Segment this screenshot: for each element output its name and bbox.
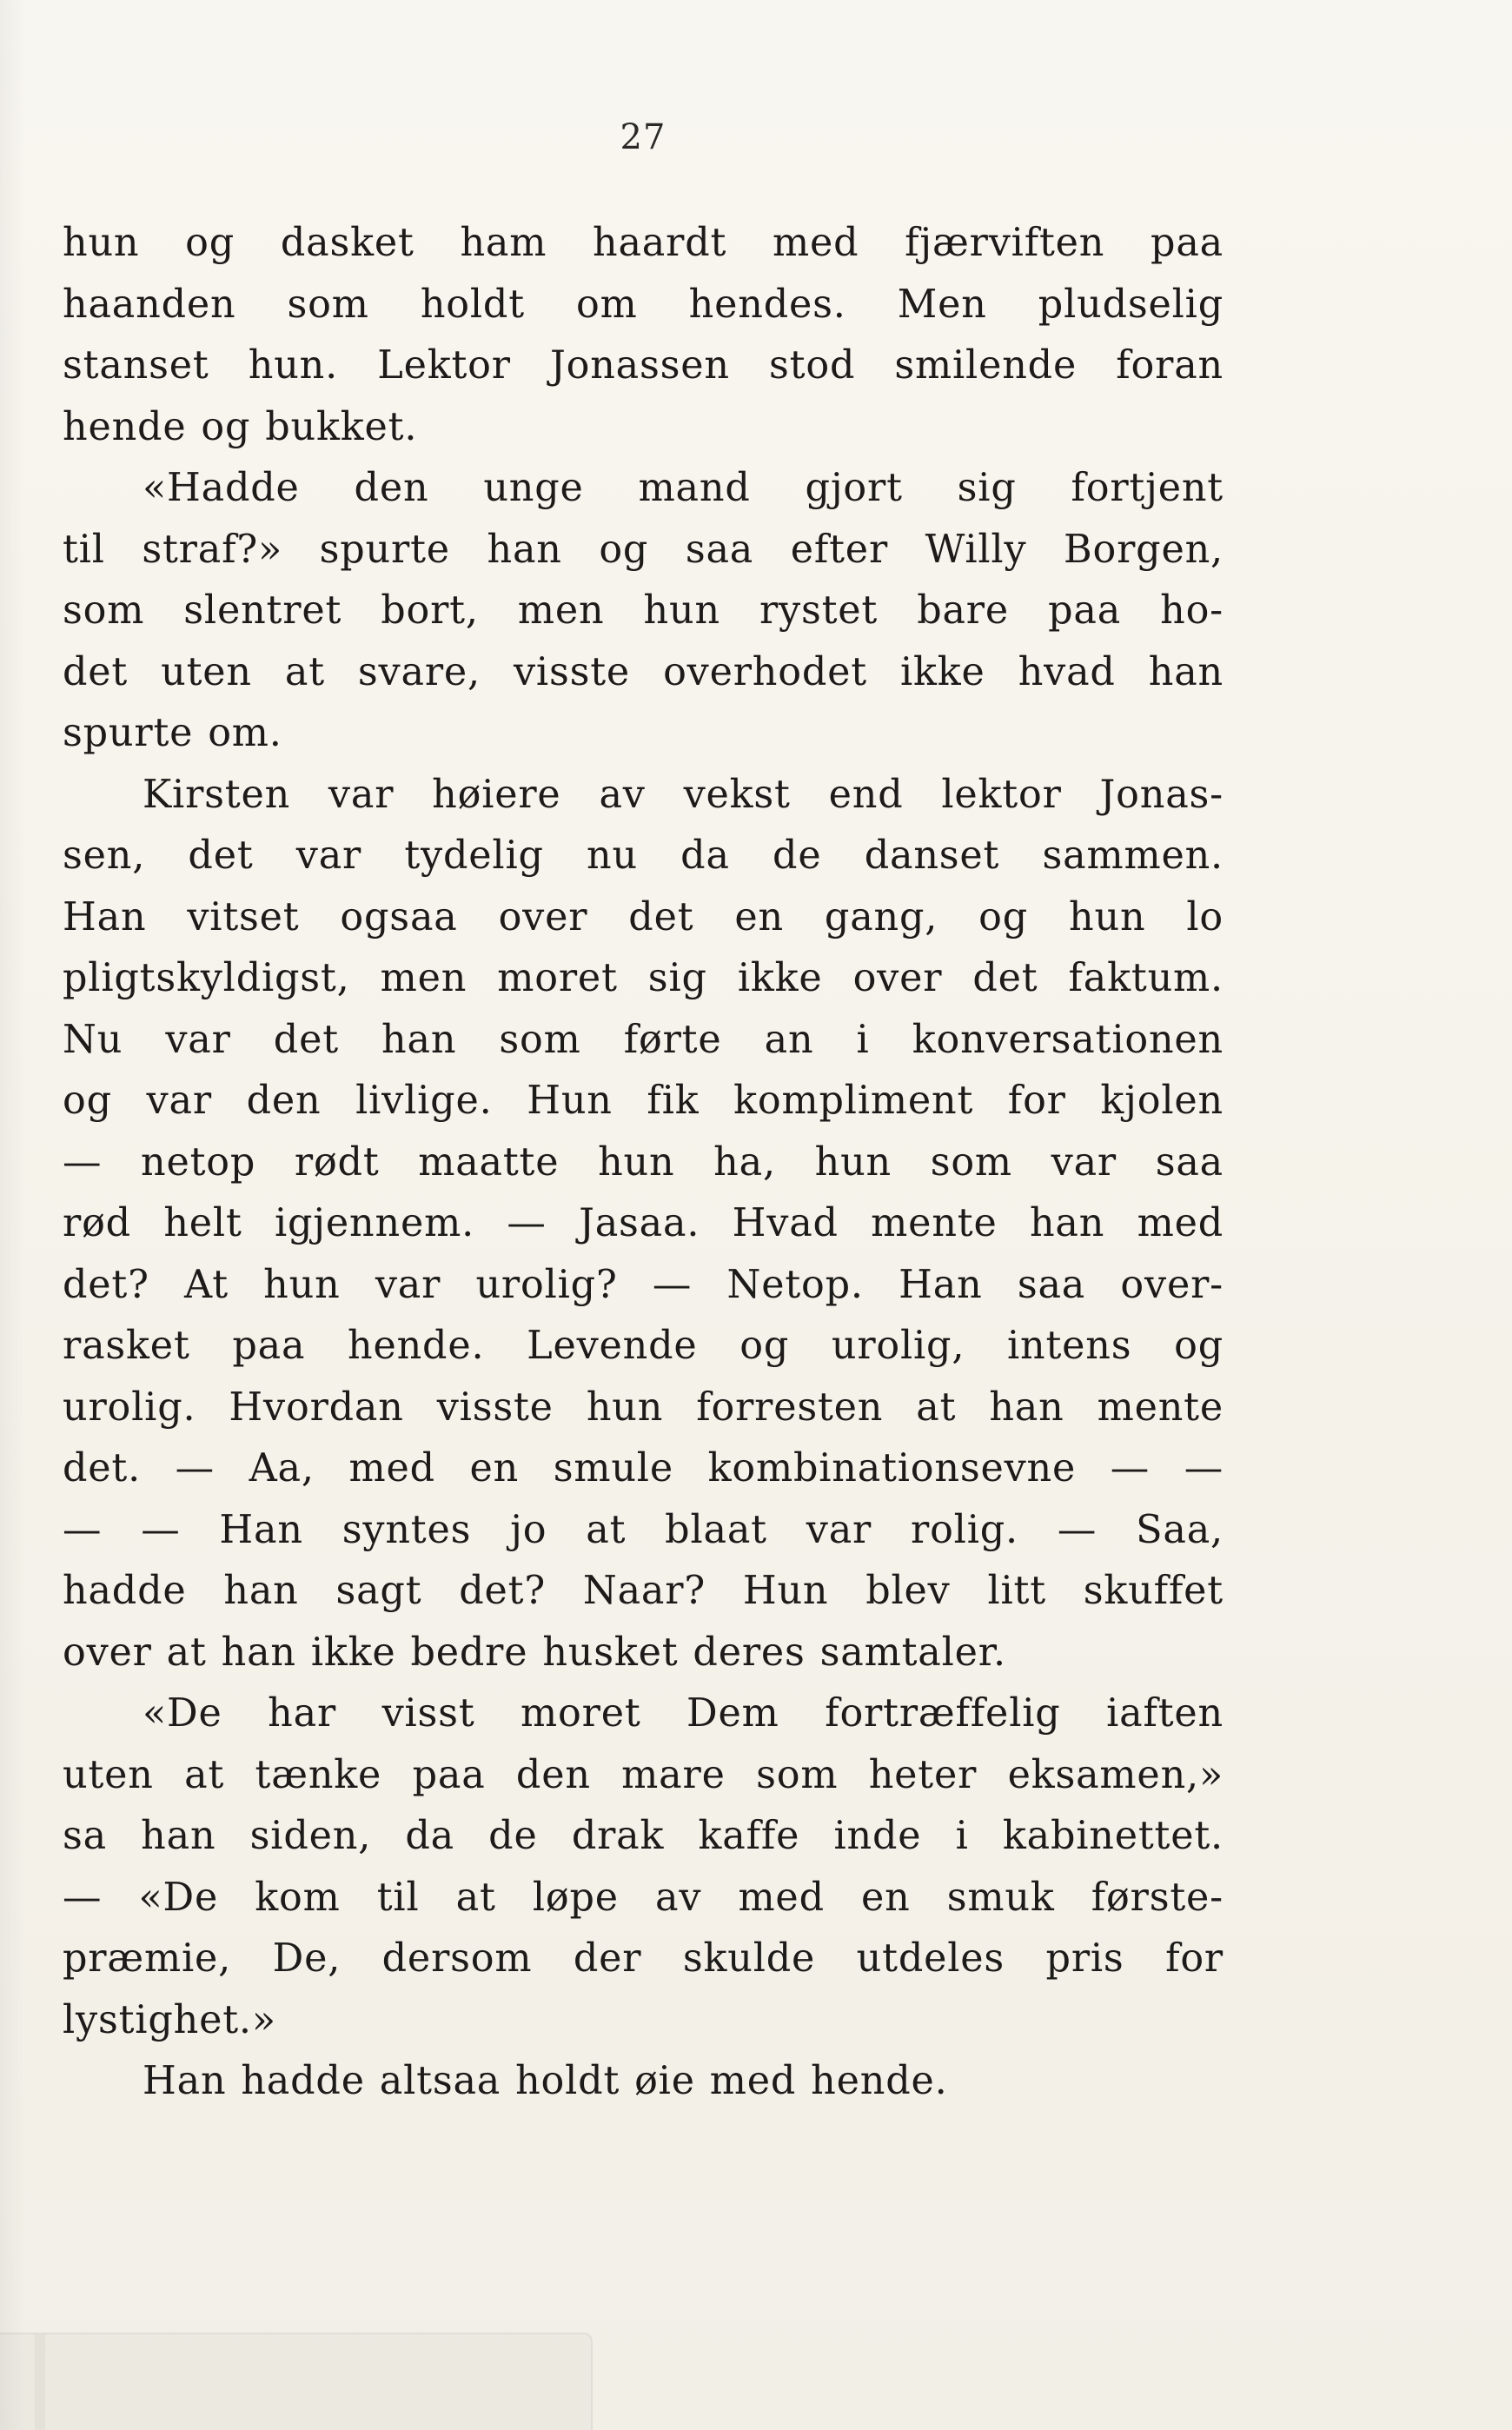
text-line: over at han ikke bedre husket deres samtaler. <box>63 1630 1006 1675</box>
text-line: rød helt igjennem. — Jasaa. Hvad mente han med <box>63 1201 1224 1245</box>
text-line: sen, det var tydelig nu da de danset sammen. <box>63 833 1224 878</box>
text-line: — netop rødt maatte hun ha, hun som var saa <box>63 1139 1224 1185</box>
scan-shadow-inner <box>35 2334 45 2430</box>
text-line: urolig. Hvordan visste hun forresten at han mente <box>63 1384 1224 1430</box>
text-line: spurte om. <box>63 711 282 755</box>
text-line: hende og bukket. <box>63 404 418 449</box>
text-line: «De har visst moret Dem fortræffelig iaften <box>143 1691 1224 1736</box>
text-line: — «De kom til at løpe av med en smuk første- <box>63 1875 1224 1920</box>
text-line: det uten at svare, visste overhodet ikke hvad han <box>63 649 1224 694</box>
text-line: haanden som holdt om hendes. Men pludselig <box>63 282 1224 327</box>
text-line: pligtskyldigst, men moret sig ikke over det faktum. <box>63 956 1224 1000</box>
scan-shadow-edge <box>0 2333 593 2430</box>
text-line: præmie, De, dersom der skulde utdeles pris for <box>63 1936 1224 1981</box>
text-line: Han hadde altsaa holdt øie med hende. <box>143 2059 948 2103</box>
text-line: Nu var det han som førte an i konversationen <box>63 1017 1224 1062</box>
text-line: det. — Aa, med en smule kombinationsevne — — <box>63 1446 1224 1491</box>
text-line: uten at tænke paa den mare som heter eksamen,» <box>63 1752 1224 1797</box>
text-line: lystighet.» <box>63 1997 276 2042</box>
body-text <box>63 213 1224 2113</box>
text-line: hadde han sagt det? Naar? Hun blev litt skuffet <box>63 1569 1224 1613</box>
text-line: Kirsten var høiere av vekst end lektor Jonas- <box>143 772 1224 817</box>
text-line: sa han siden, da de drak kaffe inde i kabinettet. <box>63 1814 1224 1858</box>
text-line: hun og dasket ham haardt med fjærviften paa <box>63 221 1224 265</box>
text-line: «Hadde den unge mand gjort sig fortjent <box>143 466 1224 510</box>
text-line: og var den livlige. Hun fik kompliment for kjolen <box>63 1079 1224 1123</box>
text-line: — — Han syntes jo at blaat var rolig. — Saa, <box>63 1507 1224 1552</box>
page-number: 27 <box>620 117 666 157</box>
text-line: stanset hun. Lektor Jonassen stod smilende foran <box>63 343 1224 388</box>
text-line: det? At hun var urolig? — Netop. Han saa over- <box>63 1262 1224 1307</box>
text-line: som slentret bort, men hun rystet bare paa ho- <box>63 588 1224 633</box>
text-line: Han vitset ogsaa over det en gang, og hun lo <box>63 894 1224 939</box>
text-line: rasket paa hende. Levende og urolig, intens og <box>63 1324 1224 1368</box>
text-line: til straf?» spurte han og saa efter Willy Borgen, <box>63 527 1224 572</box>
